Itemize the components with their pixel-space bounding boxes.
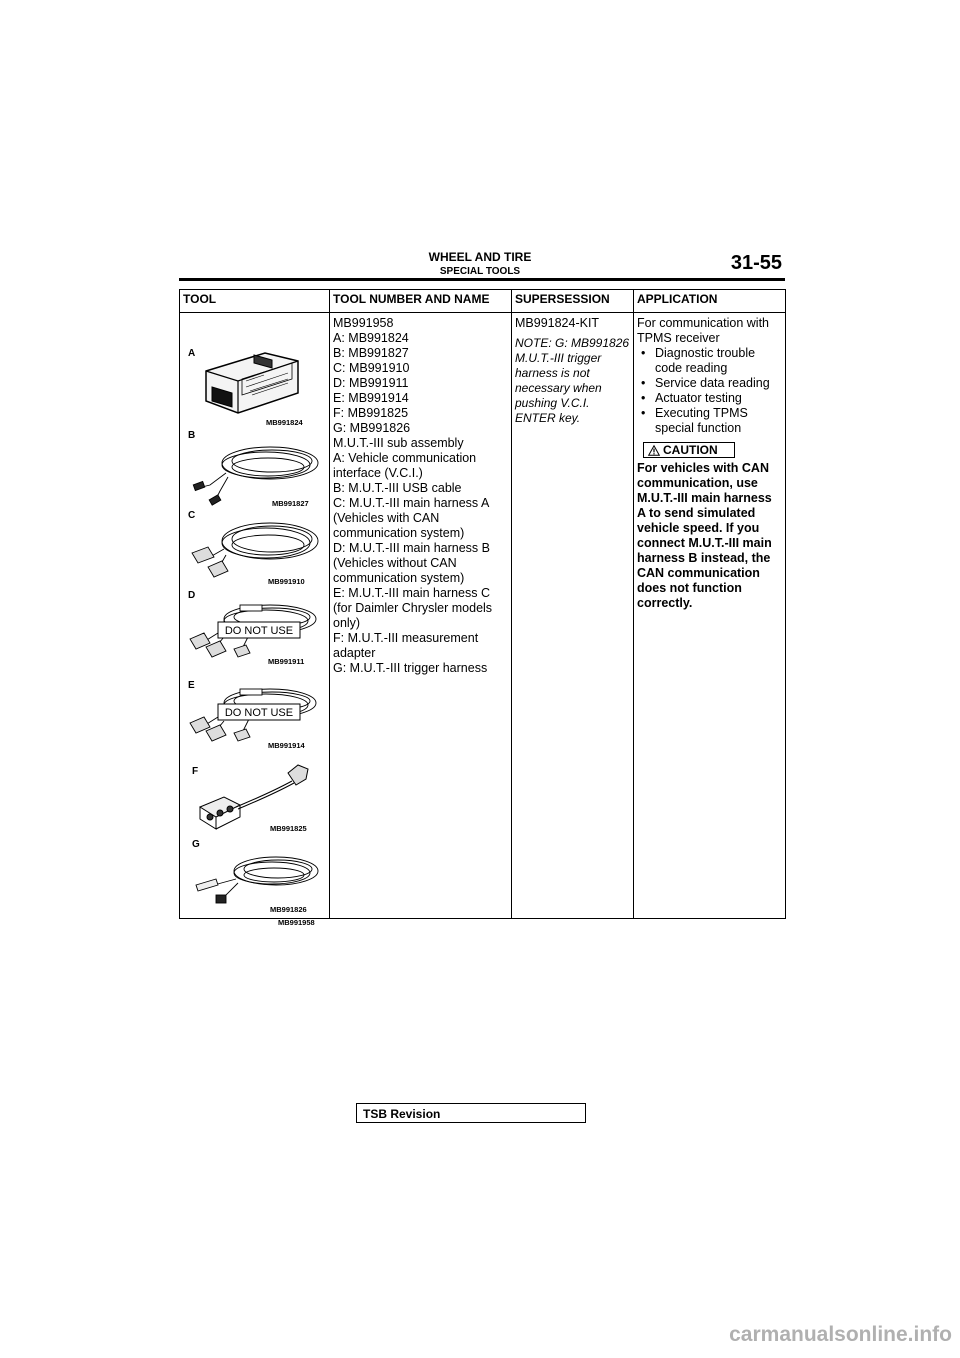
header-rule xyxy=(179,278,785,281)
tool-letter-b: B xyxy=(188,430,196,441)
tool-letter-c: C xyxy=(188,510,196,521)
table-row xyxy=(180,313,786,919)
supersession-value: MB991824-KIT xyxy=(515,316,600,330)
special-tools-table xyxy=(179,289,786,927)
caution-badge xyxy=(643,442,735,458)
tool-letter-g: G xyxy=(192,839,200,850)
tool-number-line: MB991958 xyxy=(333,316,394,330)
watermark: carmanualsonline.info xyxy=(729,1323,952,1346)
tool-code-a: MB991824 xyxy=(266,418,303,427)
tool-letter-a: A xyxy=(188,348,196,359)
tool-code-e: MB991914 xyxy=(268,741,305,750)
tool-number-line: A: Vehicle communication xyxy=(333,451,477,465)
list-item: • Executing TPMS special function xyxy=(641,406,783,436)
list-item: • Service data reading xyxy=(641,376,783,391)
tool-number-line: E: MB991914 xyxy=(333,391,409,405)
tool-letter-f: F xyxy=(192,766,199,777)
column-header-tool-number: TOOL NUMBER AND NAME xyxy=(330,290,512,313)
tool-number-line: D: MB991911 xyxy=(333,376,409,390)
list-item: • Actuator testing xyxy=(641,391,783,406)
tool-number-cell xyxy=(330,313,512,919)
tool-number-line: C: MB991910 xyxy=(333,361,410,375)
supersession-cell xyxy=(512,313,634,919)
page-number: 31-55 xyxy=(730,252,782,274)
tool-code-c: MB991910 xyxy=(268,577,305,586)
tool-code-g: MB991826 xyxy=(270,905,307,914)
tool-number-line: G: M.U.T.-III trigger harness xyxy=(333,661,488,675)
tool-number-line: only) xyxy=(333,616,361,630)
table-header-row xyxy=(180,290,786,313)
tool-number-line: E: M.U.T.-III main harness C xyxy=(333,586,490,600)
tool-letter-d: D xyxy=(188,590,196,601)
figure-code: MB991958 xyxy=(278,918,315,927)
warning-text-e: DO NOT USE xyxy=(224,707,294,719)
vci-device-icon xyxy=(206,353,298,413)
tool-number-line: communication system) xyxy=(333,526,465,540)
usb-cable-icon xyxy=(193,447,318,505)
application-cell xyxy=(634,313,786,919)
column-header-supersession: SUPERSESSION xyxy=(512,290,634,313)
tool-number-line: (Vehicles with CAN xyxy=(333,511,440,525)
application-list xyxy=(637,346,783,436)
section-title: WHEEL AND TIRE xyxy=(428,250,532,264)
list-item: • Diagnostic trouble code reading xyxy=(641,346,783,376)
column-header-application: APPLICATION xyxy=(634,290,786,313)
tool-number-line: M.U.T.-III sub assembly xyxy=(333,436,464,450)
tsb-revision-box: TSB Revision xyxy=(356,1103,586,1123)
tool-illustration xyxy=(180,313,328,927)
tool-letter-e: E xyxy=(188,680,195,691)
tool-number-line: B: M.U.T.-III USB cable xyxy=(333,481,462,495)
caution-text: For vehicles with CAN communication, use M.U.T.-III main harness A to send simulated vehicle speed. If you connect M.U.T.-III main harness B instead, the CAN communication does not function correctly. xyxy=(637,460,772,610)
section-subtitle: SPECIAL TOOLS xyxy=(439,266,521,277)
tool-number-line: F: MB991825 xyxy=(333,406,409,420)
tool-number-line: F: M.U.T.-III measurement xyxy=(333,631,479,645)
warning-triangle-icon xyxy=(648,445,660,456)
tool-number-line: G: MB991826 xyxy=(333,421,411,435)
trigger-harness-icon xyxy=(196,857,318,903)
column-header-tool: TOOL xyxy=(180,290,330,313)
warning-text-d: DO NOT USE xyxy=(224,625,294,637)
tool-code-b: MB991827 xyxy=(272,499,309,508)
caution-label: CAUTION xyxy=(663,442,718,457)
tool-number-line: interface (V.C.I.) xyxy=(333,466,423,480)
tool-code-f: MB991825 xyxy=(270,824,307,833)
tool-number-line: (for Daimler Chrysler models xyxy=(333,601,493,615)
tool-code-d: MB991911 xyxy=(268,657,305,666)
tool-number-line: B: MB991827 xyxy=(333,346,409,360)
tool-number-line: adapter xyxy=(333,646,376,660)
tool-number-line: A: MB991824 xyxy=(333,331,409,345)
tool-number-line: communication system) xyxy=(333,571,465,585)
tool-number-line: C: M.U.T.-III main harness A xyxy=(333,496,490,510)
measurement-adapter-icon xyxy=(200,765,308,829)
main-harness-a-icon xyxy=(192,523,318,577)
supersession-note: NOTE: G: MB991826 M.U.T.-III trigger harness is not necessary when pushing V.C.I. ENTER key. xyxy=(515,336,630,425)
application-intro: For communication with TPMS receiver xyxy=(637,316,769,345)
tool-number-line: D: M.U.T.-III main harness B xyxy=(333,541,490,555)
tool-image-cell xyxy=(180,313,330,927)
tool-number-line: (Vehicles without CAN xyxy=(333,556,457,570)
